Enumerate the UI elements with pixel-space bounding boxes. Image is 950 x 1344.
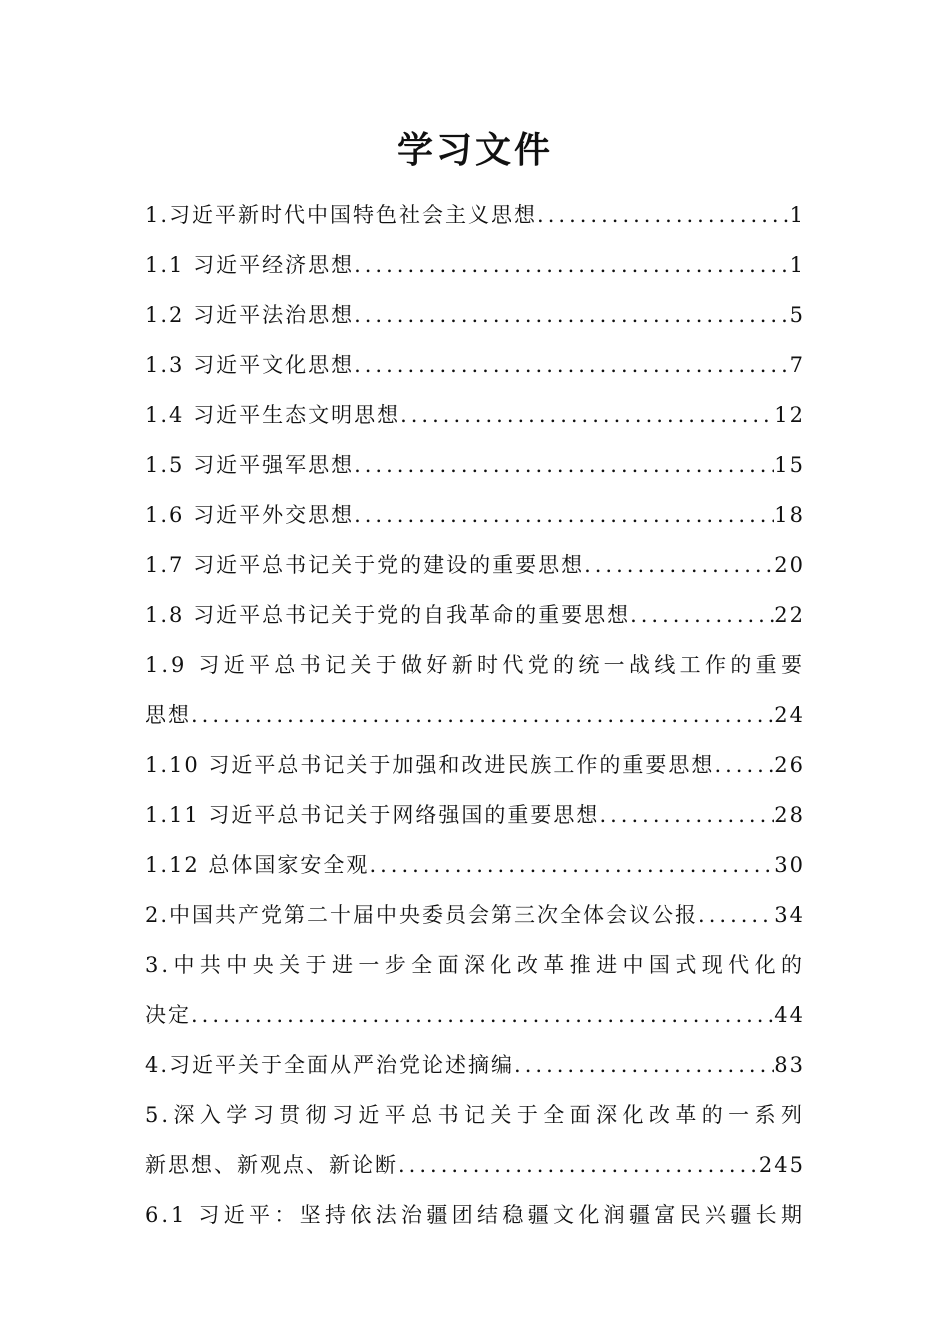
toc-entry[interactable] — [145, 1190, 805, 1240]
toc-entry-title-cont: 新思想、新观点、新论断 — [145, 1153, 398, 1177]
toc-leader-dots — [599, 790, 774, 840]
toc-page-number: 28 — [774, 803, 805, 827]
toc-page-number: 44 — [774, 1003, 805, 1027]
toc-entry-title: 4.习近平关于全面从严治党论述摘编 — [145, 1053, 515, 1077]
toc-leader-dots — [354, 240, 790, 290]
toc-entry-title: 1.习近平新时代中国特色社会主义思想 — [145, 203, 538, 227]
toc-entry[interactable] — [145, 190, 805, 240]
toc-entry-continuation[interactable] — [145, 690, 805, 740]
toc-entry[interactable] — [145, 540, 805, 590]
toc-leader-dots — [537, 190, 790, 240]
toc-leader-dots — [191, 990, 774, 1040]
toc-leader-dots — [400, 390, 774, 440]
toc-page-number: 1 — [789, 203, 805, 227]
toc-leader-dots — [398, 1140, 759, 1190]
toc-entry[interactable] — [145, 640, 805, 690]
toc-page-number: 26 — [774, 753, 805, 777]
toc-page-number: 7 — [789, 353, 805, 377]
toc-entry-title: 1.12 总体国家安全观 — [145, 853, 370, 877]
toc-leader-dots — [584, 540, 774, 590]
toc-entry-title: 1.5 习近平强军思想 — [145, 453, 355, 477]
toc-page-number: 245 — [758, 1153, 805, 1177]
toc-leader-dots — [698, 890, 774, 940]
toc-entry-title: 2.中国共产党第二十届中央委员会第三次全体会议公报 — [145, 903, 699, 927]
toc-leader-dots — [354, 490, 774, 540]
toc-entry-title-cont: 决定 — [145, 1003, 191, 1027]
toc-page-number: 22 — [774, 603, 805, 627]
toc-leader-dots — [354, 440, 774, 490]
toc-page-number: 15 — [774, 453, 805, 477]
toc-page-number: 12 — [774, 403, 805, 427]
toc-entry-title: 1.7 习近平总书记关于党的建设的重要思想 — [145, 553, 585, 577]
toc-entry-continuation[interactable] — [145, 1140, 805, 1190]
toc-entry[interactable] — [145, 490, 805, 540]
toc-page-number: 5 — [789, 303, 805, 327]
toc-entry-title: 1.6 习近平外交思想 — [145, 503, 355, 527]
toc-entry-continuation[interactable] — [145, 990, 805, 1040]
toc-entry-title: 1.11 习近平总书记关于网络强国的重要思想 — [145, 803, 600, 827]
toc-page-number: 30 — [774, 853, 805, 877]
toc-entry-title: 6.1 习近平：坚持依法治疆团结稳疆文化润疆富民兴疆长期 — [145, 1203, 805, 1227]
toc-entry-title: 1.4 习近平生态文明思想 — [145, 403, 401, 427]
toc-leader-dots — [354, 290, 790, 340]
table-of-contents — [145, 190, 805, 1240]
toc-entry[interactable] — [145, 590, 805, 640]
toc-leader-dots — [354, 340, 790, 390]
toc-entry-title: 1.2 习近平法治思想 — [145, 303, 355, 327]
toc-entry[interactable] — [145, 890, 805, 940]
toc-page-number: 1 — [789, 253, 805, 277]
toc-entry[interactable] — [145, 390, 805, 440]
toc-entry[interactable] — [145, 1090, 805, 1140]
toc-leader-dots — [191, 690, 774, 740]
toc-entry-title: 1.10 习近平总书记关于加强和改进民族工作的重要思想 — [145, 753, 715, 777]
toc-entry[interactable] — [145, 840, 805, 890]
toc-entry[interactable] — [145, 940, 805, 990]
toc-entry[interactable] — [145, 290, 805, 340]
toc-page-number: 24 — [774, 703, 805, 727]
toc-page-number: 20 — [774, 553, 805, 577]
toc-entry[interactable] — [145, 1040, 805, 1090]
toc-entry-title: 1.3 习近平文化思想 — [145, 353, 355, 377]
toc-entry[interactable] — [145, 740, 805, 790]
toc-leader-dots — [714, 740, 774, 790]
toc-entry[interactable] — [145, 440, 805, 490]
toc-page-number: 18 — [774, 503, 805, 527]
toc-page-number: 34 — [774, 903, 805, 927]
toc-entry-title: 1.1 习近平经济思想 — [145, 253, 355, 277]
toc-leader-dots — [514, 1040, 774, 1090]
toc-entry-title-cont: 思想 — [145, 703, 191, 727]
toc-entry[interactable] — [145, 340, 805, 390]
toc-entry-title: 1.9 习近平总书记关于做好新时代党的统一战线工作的重要 — [145, 653, 805, 677]
toc-leader-dots — [630, 590, 774, 640]
toc-entry-title: 5.深入学习贯彻习近平总书记关于全面深化改革的一系列 — [145, 1103, 805, 1127]
toc-page-number: 83 — [774, 1053, 805, 1077]
document-title: 学习文件 — [396, 129, 553, 171]
toc-entry[interactable] — [145, 240, 805, 290]
toc-entry[interactable] — [145, 790, 805, 840]
toc-entry-title: 3.中共中央关于进一步全面深化改革推进中国式现代化的 — [145, 953, 805, 977]
toc-leader-dots — [369, 840, 774, 890]
toc-entry-title: 1.8 习近平总书记关于党的自我革命的重要思想 — [145, 603, 631, 627]
